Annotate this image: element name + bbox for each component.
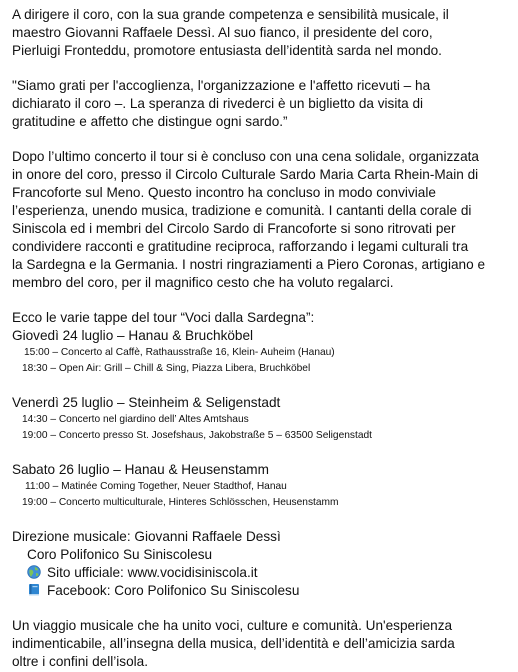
event-line: 14:30 – Concerto nel giardino dell’ Altes Amtshaus xyxy=(22,414,249,425)
text-line: dichiarato il coro –. La speranza di rivederci è un biglietto da visita di xyxy=(12,96,424,111)
tour-day xyxy=(12,461,512,511)
event-line: 19:00 – Concerto multiculturale, Hinteres Schlösschen, Heusenstamm xyxy=(22,497,339,508)
text-line: la Sardegna e la Germania. I nostri ringraziamenti a Piero Coronas, artigiano e xyxy=(12,257,486,272)
text-line: Dopo l’ultimo concerto il tour si è concluso con una cena solidale, organizzata xyxy=(12,149,479,164)
tour-day xyxy=(12,394,512,444)
day-title: Sabato 26 luglio – Hanau & Heusenstamm xyxy=(12,462,269,477)
story-paragraph xyxy=(12,148,512,292)
credits xyxy=(12,528,512,600)
choir-line: Coro Polifonico Su Siniscolesu xyxy=(27,547,213,562)
day-title: Venerdì 25 luglio – Steinheim & Seligenstadt xyxy=(12,395,281,410)
event-line: 11:00 – Matinée Coming Together, Neuer Stadthof, Hanau xyxy=(25,481,287,492)
closing-paragraph xyxy=(12,617,512,671)
text-line: oltre i confini dell’isola. xyxy=(12,654,149,669)
globe-icon xyxy=(27,565,41,579)
article xyxy=(12,6,512,671)
text-line: Pierluigi Fronteddu, promotore entusiasta dell’identità sarda nel mondo. xyxy=(12,43,442,58)
text-line: membro del coro, per il magnifico cesto che ha voluto regalarci. xyxy=(12,275,394,290)
text-line: Siniscola ed i membri del Circolo Sardo di Francoforte si sono ritrovati per xyxy=(12,221,456,236)
day-title: Giovedì 24 luglio – Hanau & Bruchköbel xyxy=(12,328,254,343)
event-line: 15:00 – Concerto al Caffè, Rathausstraße 16, Klein- Auheim (Hanau) xyxy=(24,347,335,358)
direction-line: Direzione musicale: Giovanni Raffaele Dessì xyxy=(12,529,281,544)
text-line: l’esperienza, unendo musica, tradizione e comunità. I cantanti della corale di xyxy=(12,203,472,218)
event-line: 19:00 – Concerto presso St. Josefshaus, Jakobstraße 5 – 63500 Seligenstadt xyxy=(22,430,372,441)
text-line: in onore del coro, presso il Circolo Culturale Sardo Maria Carta Rhein-Main di xyxy=(12,167,479,182)
tour-intro: Ecco le varie tappe del tour “Voci dalla Sardegna”: xyxy=(12,310,315,325)
tour-day xyxy=(12,327,512,377)
facebook-text: Facebook: Coro Polifonico Su Siniscolesu xyxy=(47,583,300,598)
text-line: gratitudine e affetto che distingue ogni sardo.” xyxy=(12,114,288,129)
text-line: A dirigere il coro, con la sua grande competenza e sensibilità musicale, il xyxy=(12,7,449,22)
intro-paragraph xyxy=(12,6,512,60)
text-line: condividere racconti e gratitudine reciproca, rafforzando i legami culturali tra xyxy=(12,239,469,254)
text-line: Un viaggio musicale che ha unito voci, culture e comunità. Un'esperienza xyxy=(12,618,453,633)
event-line: 18:30 – Open Air: Grill – Chill & Sing, Piazza Libera, Bruchköbel xyxy=(22,363,311,374)
quote-paragraph xyxy=(12,77,512,131)
text-line: maestro Giovanni Raffaele Dessì. Al suo fianco, il presidente del coro, xyxy=(12,25,433,40)
book-icon xyxy=(27,583,41,597)
text-line: "Siamo grati per l'accoglienza, l'organizzazione e l'affetto ricevuti – ha xyxy=(12,78,431,93)
facebook-line xyxy=(12,582,512,600)
website-text: Sito ufficiale: www.vocidisiniscola.it xyxy=(47,565,258,580)
text-line: indimenticabile, all’insegna della musica, dell’identità e dell’amicizia sarda xyxy=(12,636,455,651)
text-line: Francoforte sul Meno. Questo incontro ha concluso in modo conviviale xyxy=(12,185,436,200)
website-line xyxy=(12,564,512,582)
